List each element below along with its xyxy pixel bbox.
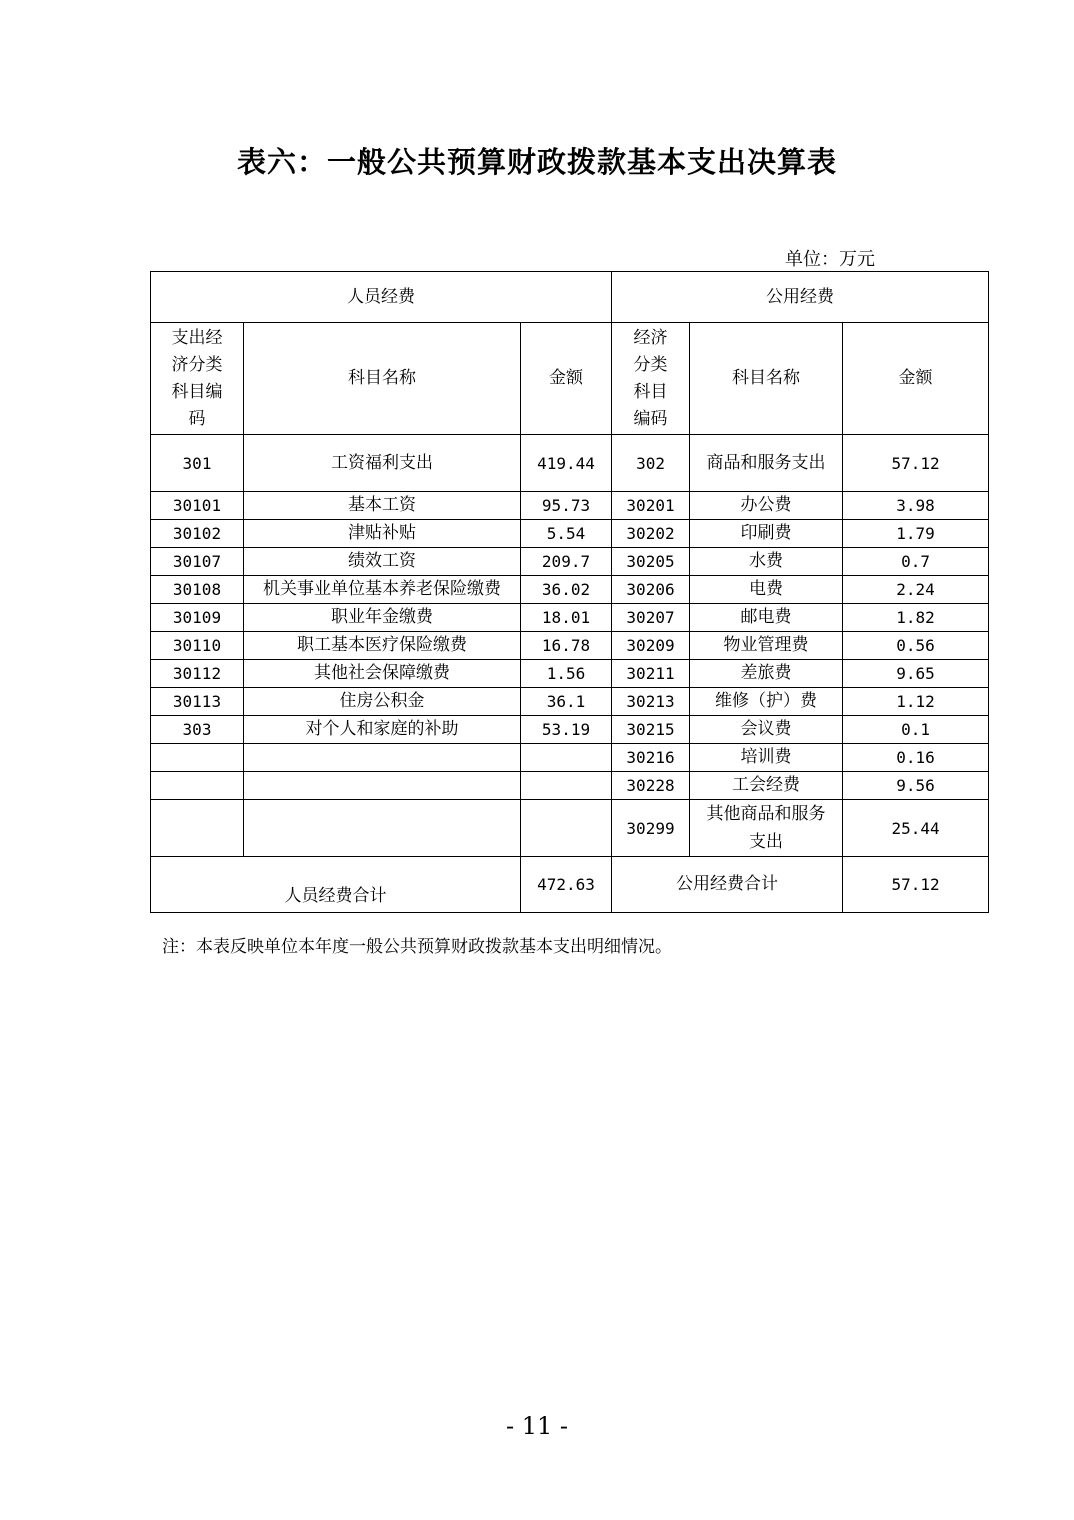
header-right-code-text: 经济分类科目编码 (633, 327, 668, 429)
right-name-cell: 工会经费 (690, 772, 843, 800)
left-amount-cell: 419.44 (521, 435, 612, 492)
left-code-cell: 30108 (151, 576, 244, 604)
right-name-cell: 物业管理费 (690, 632, 843, 660)
right-amount-cell: 0.7 (843, 548, 989, 576)
totals-row (151, 857, 989, 913)
left-amount-cell: 95.73 (521, 492, 612, 520)
table-body (151, 435, 989, 857)
left-code-cell (151, 744, 244, 772)
table-row (151, 548, 989, 576)
right-name-cell: 差旅费 (690, 660, 843, 688)
right-code-cell: 30209 (612, 632, 690, 660)
left-amount-cell: 209.7 (521, 548, 612, 576)
left-amount-cell: 18.01 (521, 604, 612, 632)
right-name-cell: 印刷费 (690, 520, 843, 548)
header-left-code (151, 323, 244, 435)
right-code-cell: 30201 (612, 492, 690, 520)
right-code-cell: 30215 (612, 716, 690, 744)
section-public: 公用经费 (612, 272, 989, 323)
table-row (151, 688, 989, 716)
header-right-code (612, 323, 690, 435)
left-name-cell (244, 772, 521, 800)
right-code-cell: 30216 (612, 744, 690, 772)
right-code-cell: 30213 (612, 688, 690, 716)
right-amount-cell: 9.56 (843, 772, 989, 800)
right-code-cell: 30206 (612, 576, 690, 604)
left-name-cell: 基本工资 (244, 492, 521, 520)
left-code-cell: 30107 (151, 548, 244, 576)
right-name-cell: 维修（护）费 (690, 688, 843, 716)
right-amount-cell: 9.65 (843, 660, 989, 688)
table-row (151, 632, 989, 660)
left-code-cell: 303 (151, 716, 244, 744)
left-code-cell: 30110 (151, 632, 244, 660)
section-personnel: 人员经费 (151, 272, 612, 323)
public-total-value: 57.12 (843, 857, 989, 913)
table-row (151, 772, 989, 800)
table-row (151, 435, 989, 492)
right-amount-cell: 1.82 (843, 604, 989, 632)
personnel-total-label: 人员经费合计 (151, 857, 521, 913)
right-code-cell: 30202 (612, 520, 690, 548)
left-amount-cell (521, 744, 612, 772)
section-header-row (151, 272, 989, 323)
header-left-code-text: 支出经济分类科目编码 (171, 327, 223, 429)
left-name-cell: 住房公积金 (244, 688, 521, 716)
right-amount-cell: 3.98 (843, 492, 989, 520)
personnel-total-value: 472.63 (521, 857, 612, 913)
table-row (151, 744, 989, 772)
header-right-amount: 金额 (843, 323, 989, 435)
left-name-cell: 其他社会保障缴费 (244, 660, 521, 688)
right-amount-cell: 0.16 (843, 744, 989, 772)
right-name-cell: 办公费 (690, 492, 843, 520)
right-name-cell: 会议费 (690, 716, 843, 744)
left-amount-cell: 53.19 (521, 716, 612, 744)
table-row (151, 800, 989, 857)
left-name-cell (244, 800, 521, 857)
right-name-cell: 商品和服务支出 (690, 435, 843, 492)
left-code-cell (151, 800, 244, 857)
left-name-cell: 机关事业单位基本养老保险缴费 (244, 576, 521, 604)
left-code-cell: 30113 (151, 688, 244, 716)
header-left-name: 科目名称 (244, 323, 521, 435)
table-note: 注：本表反映单位本年度一般公共预算财政拨款基本支出明细情况。 (162, 937, 672, 957)
right-amount-cell: 1.12 (843, 688, 989, 716)
left-code-cell: 30102 (151, 520, 244, 548)
right-code-cell: 30207 (612, 604, 690, 632)
left-amount-cell: 36.02 (521, 576, 612, 604)
right-name-cell: 水费 (690, 548, 843, 576)
right-amount-cell: 2.24 (843, 576, 989, 604)
right-code-cell: 30211 (612, 660, 690, 688)
unit-label: 单位：万元 (785, 249, 875, 270)
right-code-cell: 302 (612, 435, 690, 492)
left-amount-cell (521, 800, 612, 857)
column-header-row (151, 323, 989, 435)
right-name-cell: 邮电费 (690, 604, 843, 632)
left-name-cell: 津贴补贴 (244, 520, 521, 548)
right-name-cell: 其他商品和服务支出 (690, 800, 843, 857)
left-amount-cell: 1.56 (521, 660, 612, 688)
left-code-cell: 30109 (151, 604, 244, 632)
left-name-cell: 对个人和家庭的补助 (244, 716, 521, 744)
right-amount-cell: 57.12 (843, 435, 989, 492)
left-name-cell: 绩效工资 (244, 548, 521, 576)
table-row (151, 660, 989, 688)
left-name-cell: 职业年金缴费 (244, 604, 521, 632)
left-amount-cell: 16.78 (521, 632, 612, 660)
right-code-cell: 30205 (612, 548, 690, 576)
left-amount-cell (521, 772, 612, 800)
right-amount-cell: 25.44 (843, 800, 989, 857)
budget-table (150, 271, 989, 913)
left-name-cell: 职工基本医疗保险缴费 (244, 632, 521, 660)
page-number: - 11 - (505, 1412, 568, 1440)
left-code-cell (151, 772, 244, 800)
header-left-amount: 金额 (521, 323, 612, 435)
header-right-name: 科目名称 (690, 323, 843, 435)
right-code-cell: 30228 (612, 772, 690, 800)
right-name-cell: 培训费 (690, 744, 843, 772)
table-row (151, 716, 989, 744)
right-code-cell: 30299 (612, 800, 690, 857)
right-amount-cell: 0.56 (843, 632, 989, 660)
left-code-cell: 301 (151, 435, 244, 492)
left-name-cell (244, 744, 521, 772)
table-row (151, 492, 989, 520)
table-row (151, 604, 989, 632)
table-row (151, 576, 989, 604)
left-code-cell: 30101 (151, 492, 244, 520)
page-title: 表六：一般公共预算财政拨款基本支出决算表 (236, 145, 837, 179)
left-code-cell: 30112 (151, 660, 244, 688)
right-name-cell: 电费 (690, 576, 843, 604)
left-name-cell: 工资福利支出 (244, 435, 521, 492)
table-row (151, 520, 989, 548)
left-amount-cell: 5.54 (521, 520, 612, 548)
left-amount-cell: 36.1 (521, 688, 612, 716)
right-amount-cell: 1.79 (843, 520, 989, 548)
right-amount-cell: 0.1 (843, 716, 989, 744)
public-total-label: 公用经费合计 (612, 857, 843, 913)
